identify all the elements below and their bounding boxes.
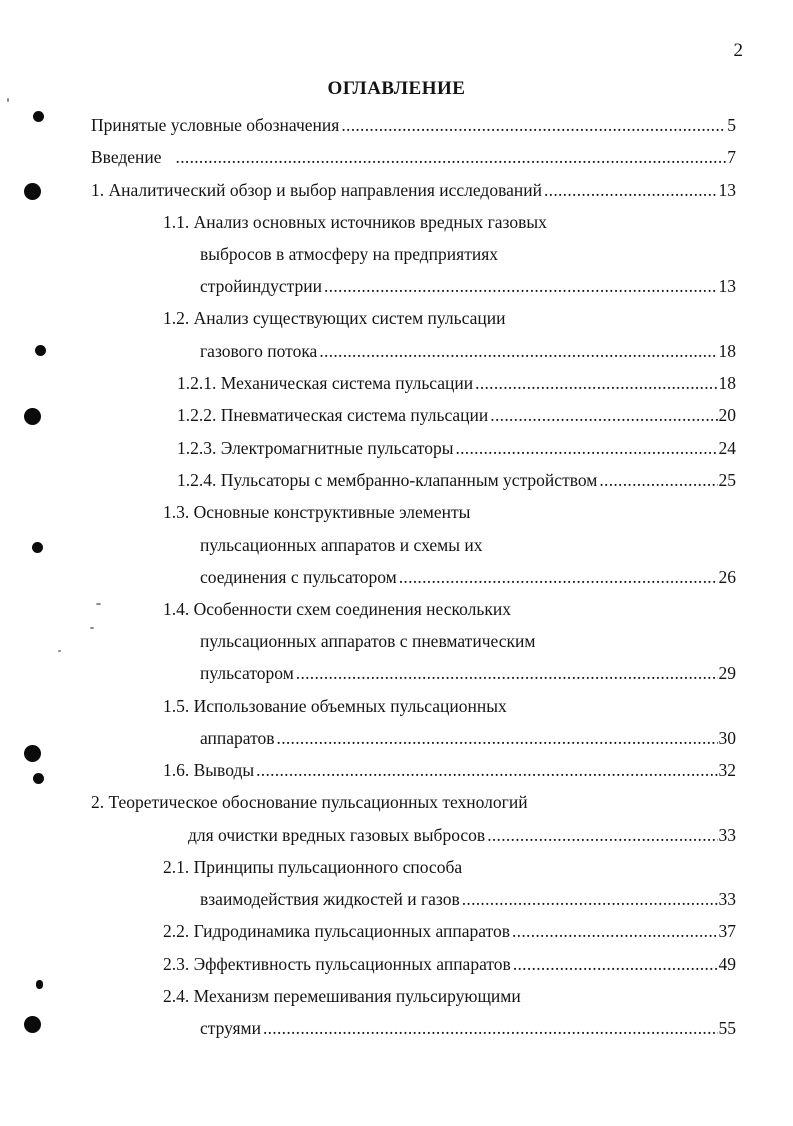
toc-leader — [462, 887, 718, 911]
toc-entry-text: 1. Аналитический обзор и выбор направления исследований — [91, 180, 542, 200]
toc-entry — [91, 178, 736, 202]
toc-entry-text: 1.1. Анализ основных источников вредных газовых — [163, 212, 547, 232]
binder-hole-mark — [24, 408, 41, 425]
toc-entry-text: 1.2.1. Механическая система пульсации — [177, 373, 474, 393]
toc-entry — [200, 565, 736, 589]
binder-hole-mark — [33, 773, 44, 784]
toc-entry-line — [163, 597, 736, 621]
toc-title: ОГЛАВЛЕНИЕ — [327, 78, 466, 99]
toc-leader — [176, 145, 727, 169]
binder-holes — [0, 0, 60, 1126]
toc-entry-text: 1.2.3. Электромагнитные пульсаторы — [177, 438, 454, 458]
toc-entry-line — [200, 242, 736, 266]
toc-entry-line — [200, 533, 736, 557]
toc-leader — [512, 919, 718, 943]
toc-entry-text: 1.2. Анализ существующих систем пульсации — [163, 308, 506, 328]
toc-leader — [319, 339, 717, 363]
toc-entry-page: 55 — [718, 1018, 736, 1038]
toc-entry-page: 24 — [718, 438, 736, 458]
toc-entry-text: Введение — [91, 147, 162, 167]
toc-entry-line — [163, 500, 736, 524]
toc-leader — [277, 726, 718, 750]
toc-entry-text: аппаратов — [200, 728, 275, 748]
toc-entry — [163, 919, 736, 943]
toc-entry — [200, 726, 736, 750]
toc-entry-page: 20 — [718, 405, 736, 425]
toc-leader — [256, 758, 717, 782]
toc-entry-line — [91, 790, 736, 814]
toc-entry-page: 5 — [727, 115, 736, 135]
toc-entry-page: 13 — [718, 276, 736, 296]
toc-leader — [296, 661, 718, 685]
toc-entry-text: пульсационных аппаратов с пневматическим — [200, 631, 536, 651]
scan-speck — [90, 627, 94, 629]
toc-entry-text: 1.5. Использование объемных пульсационных — [163, 696, 507, 716]
toc-entry-text: 1.2.4. Пульсаторы с мембранно-клапанным устройством — [177, 470, 598, 490]
toc-entry-text: стройиндустрии — [200, 276, 322, 296]
toc-entry — [91, 145, 736, 169]
toc-leader — [490, 403, 717, 427]
binder-hole-mark — [24, 745, 41, 762]
toc-entry-page: 25 — [718, 470, 736, 490]
toc-leader — [544, 178, 718, 202]
toc-entry-page: 37 — [718, 921, 736, 941]
toc-entry — [200, 661, 736, 685]
toc-entry-page: 30 — [718, 728, 736, 748]
toc-leader — [324, 274, 718, 298]
toc-entry-line — [163, 694, 736, 718]
toc-leader — [399, 565, 718, 589]
toc-leader — [341, 113, 726, 137]
toc-entry-text: 2.3. Эффективность пульсационных аппаратов — [163, 954, 511, 974]
toc-entry-page: 33 — [718, 889, 736, 909]
toc-leader — [513, 952, 718, 976]
scan-speck — [58, 650, 61, 652]
toc-entry-text: пульсационных аппаратов и схемы их — [200, 535, 483, 555]
toc-entry-page: 33 — [718, 825, 736, 845]
toc-entry — [177, 371, 736, 395]
toc-entry-page: 29 — [718, 663, 736, 683]
toc-entry — [177, 403, 736, 427]
toc-entry — [200, 1016, 736, 1040]
toc-leader — [263, 1016, 718, 1040]
binder-hole-mark — [24, 183, 41, 200]
toc-leader — [475, 371, 717, 395]
scan-speck — [96, 603, 101, 605]
toc-entry — [177, 436, 736, 460]
toc-entry-line — [163, 306, 736, 330]
toc-entry — [91, 113, 736, 137]
toc-entry-text: Принятые условные обозначения — [91, 115, 340, 135]
toc-entry-text: 1.6. Выводы — [163, 760, 255, 780]
toc-entry-text: струями — [200, 1018, 261, 1038]
toc-entry-page: 13 — [718, 180, 736, 200]
toc-entry-text: 1.4. Особенности схем соединения нескольких — [163, 599, 511, 619]
toc-entry-page: 32 — [718, 760, 736, 780]
toc-entry-text: 2. Теоретическое обоснование пульсационных технологий — [91, 792, 528, 812]
toc-leader — [487, 823, 717, 847]
toc-entry-text: пульсатором — [200, 663, 294, 683]
toc-entry — [163, 952, 736, 976]
toc-entry-line — [163, 210, 736, 234]
toc-entry-text: взаимодействия жидкостей и газов — [200, 889, 460, 909]
toc-leader — [599, 468, 717, 492]
toc-entry-text: 1.2.2. Пневматическая система пульсации — [177, 405, 489, 425]
toc-entry — [188, 823, 736, 847]
toc-entry-text: 2.4. Механизм перемешивания пульсирующими — [163, 986, 521, 1006]
toc-entry — [200, 339, 736, 363]
toc-entry — [200, 274, 736, 298]
toc-entry-page: 7 — [727, 147, 736, 167]
toc-entry-text: для очистки вредных газовых выбросов — [188, 825, 486, 845]
toc-entry — [200, 887, 736, 911]
toc-entry-page: 26 — [718, 567, 736, 587]
binder-hole-mark — [24, 1016, 41, 1033]
binder-hole-mark — [35, 345, 46, 356]
toc-entry-text: 2.2. Гидродинамика пульсационных аппаратов — [163, 921, 510, 941]
toc-entry-text: выбросов в атмосферу на предприятиях — [200, 244, 499, 264]
toc-entry-text: газового потока — [200, 341, 318, 361]
toc-leader — [455, 436, 717, 460]
toc-entry — [163, 758, 736, 782]
page-number: 2 — [733, 40, 743, 61]
toc-entry-line — [163, 984, 736, 1008]
toc-entry-line — [163, 855, 736, 879]
binder-hole-mark — [33, 111, 44, 122]
scan-speck — [7, 98, 9, 102]
toc-entry-page: 49 — [718, 954, 736, 974]
binder-hole-mark — [36, 980, 43, 989]
toc-entry-text: 1.3. Основные конструктивные элементы — [163, 502, 471, 522]
toc-entry-page: 18 — [718, 373, 736, 393]
toc-entry-text: соединения с пульсатором — [200, 567, 397, 587]
toc-entry-page: 18 — [718, 341, 736, 361]
toc-entry-text: 2.1. Принципы пульсационного способа — [163, 857, 463, 877]
toc-entry-line — [200, 629, 736, 653]
binder-hole-mark — [32, 542, 43, 553]
toc-entry — [177, 468, 736, 492]
